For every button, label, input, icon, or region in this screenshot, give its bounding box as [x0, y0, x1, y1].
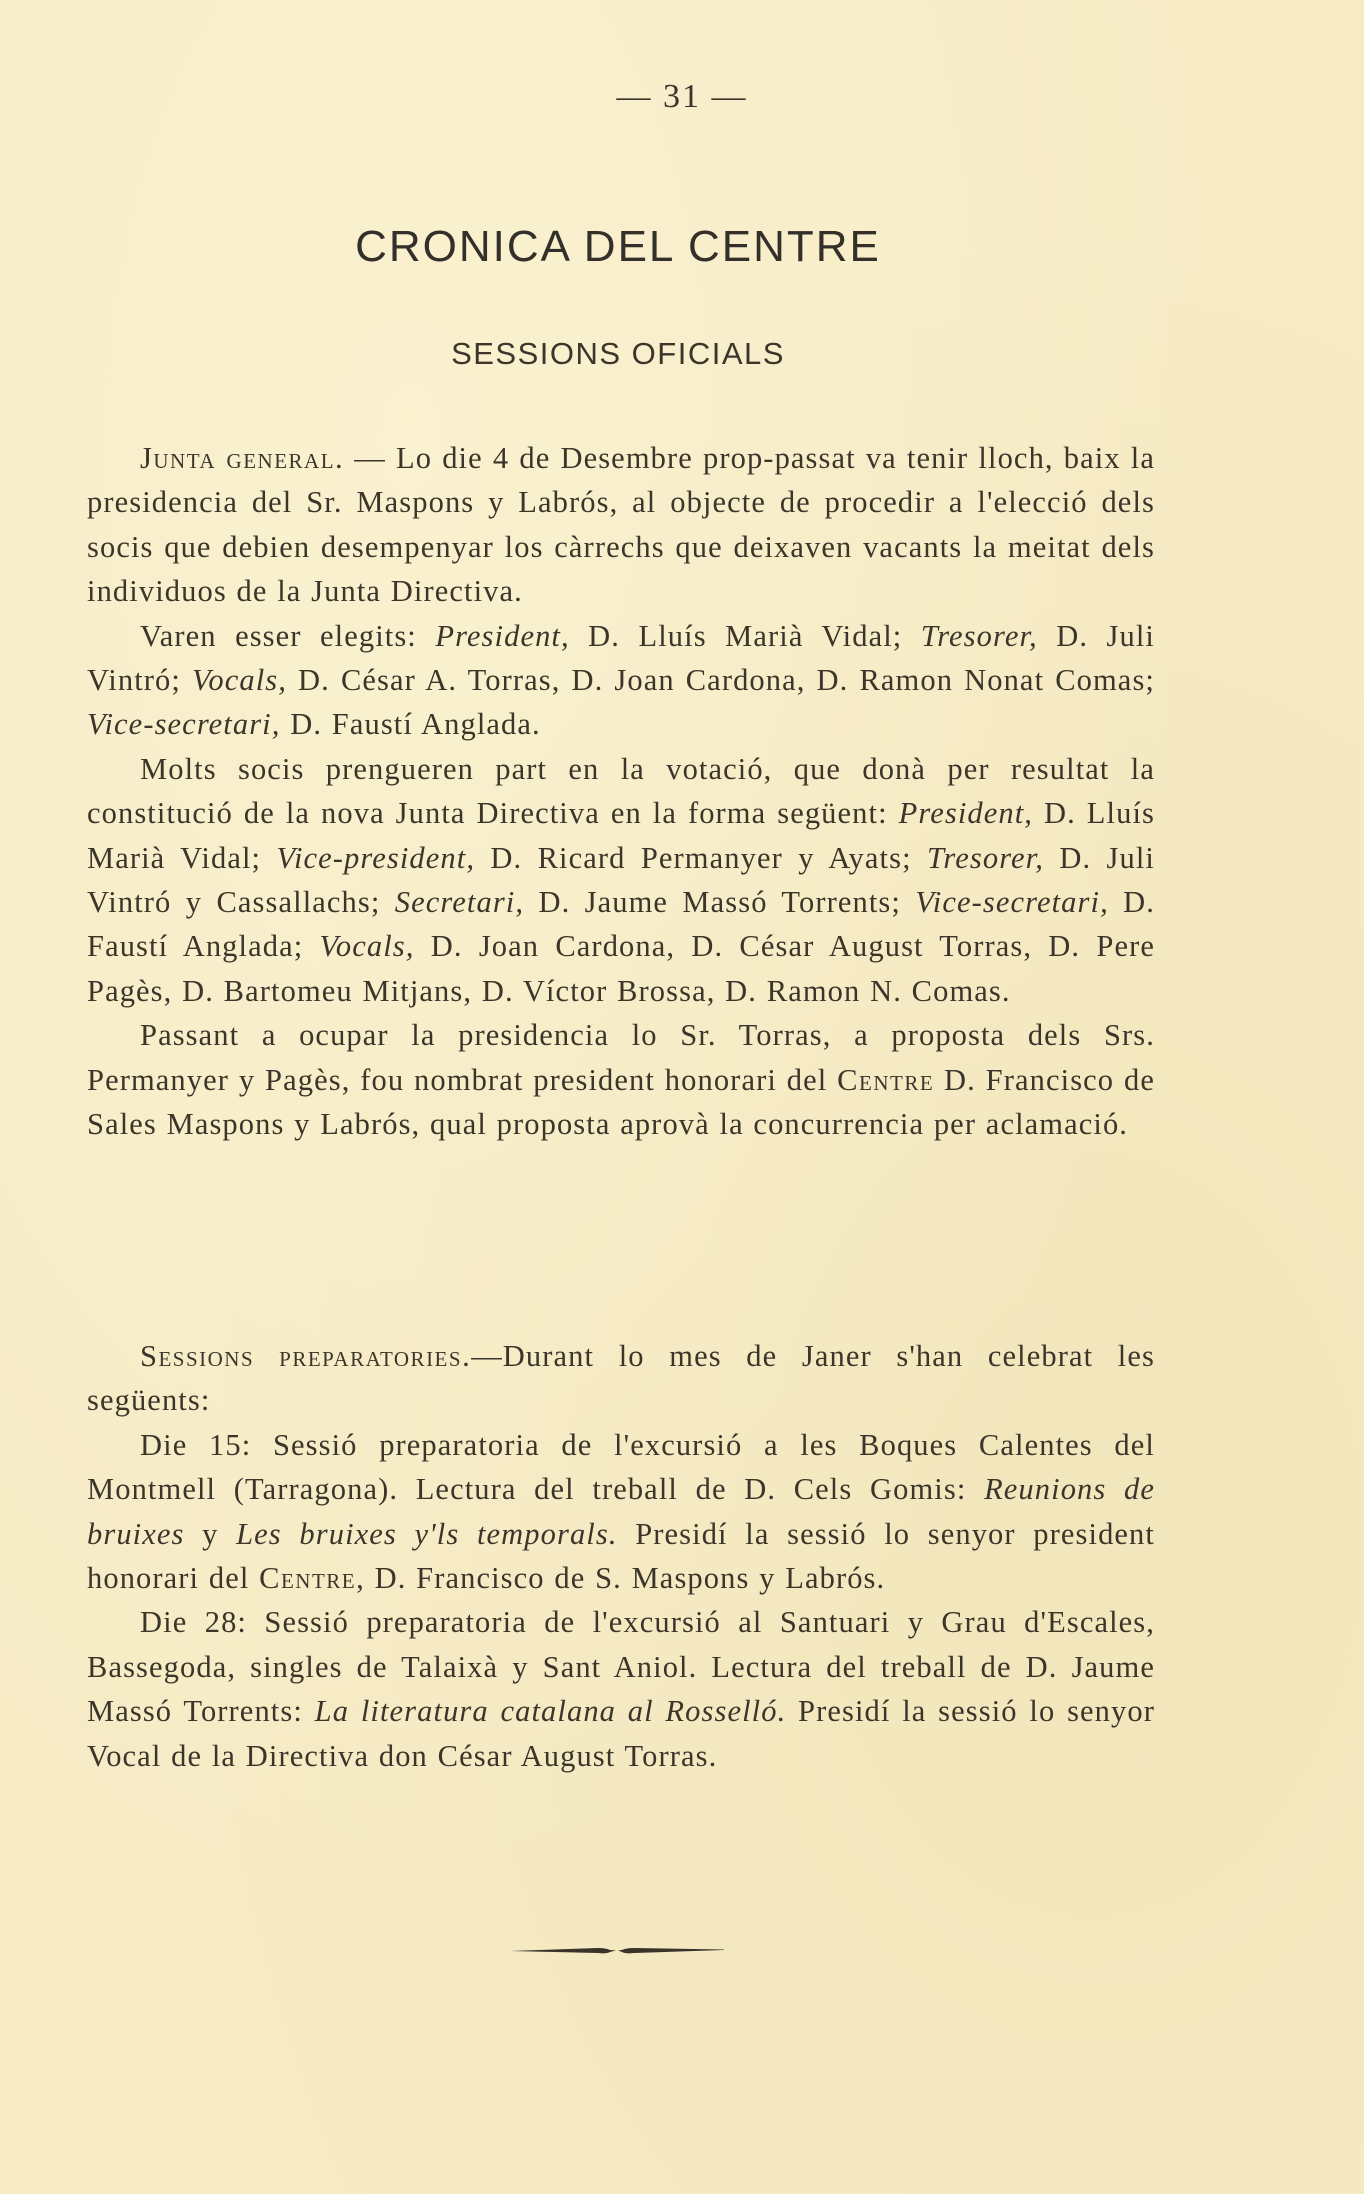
text-run: Varen esser elegits: — [140, 618, 436, 653]
text-run: D. Juli Vintró y Cassallachs; — [87, 840, 1155, 920]
text-run: , D. Francisco de S. Maspons y Labrós. — [356, 1561, 886, 1596]
small-caps-term: Centre — [837, 1062, 935, 1097]
role-label: Tresorer, — [927, 840, 1044, 875]
paragraph — [87, 1013, 1155, 1146]
text-run: D. Faustí Anglada. — [280, 707, 541, 742]
text-run: Presidí la sessió lo senyor Vocal de la Directiva don César August Torras. — [87, 1694, 1155, 1773]
text-run: D. Lluís Marià Vidal; — [87, 796, 1155, 875]
role-label: Vice-secretari, — [87, 707, 281, 742]
paragraph — [87, 747, 1155, 1013]
text-run: D. Faustí Anglada; — [87, 885, 1156, 964]
role-label: Secretari, — [394, 885, 525, 920]
section-subtitle: SESSIONS OFICIALS — [451, 336, 785, 371]
text-run: y — [184, 1516, 237, 1551]
text-run: Molts socis prengueren part en la votació, que donà per resultat la constitució de la nova Junta Directiva en la forma següent: — [87, 751, 1155, 831]
page-number: — 31 — — [616, 78, 748, 115]
role-label: Vice-president, — [276, 840, 476, 875]
sessions-preparatories-section — [87, 1334, 1155, 1778]
text-run: D. Ricard Permanyer y Ayats; — [475, 840, 928, 875]
paragraph — [87, 1600, 1155, 1778]
ornament-rule-icon — [510, 1944, 724, 1956]
text-run: D. Francisco de Sales Maspons y Labrós, qual proposta aprovà la concurrencia per aclamació. — [87, 1062, 1155, 1142]
text-run: Die 15: Sessió preparatoria de l'excursió a les Boques Calentes del Montmell (Tarragona). Lectura del treball de D. Cels Gomis: — [87, 1427, 1155, 1507]
section-lead: Sessions preparatories. — [140, 1339, 472, 1373]
role-label: Tresorer, — [920, 618, 1038, 653]
work-title: Les bruixes y'ls temporals. — [236, 1516, 618, 1551]
work-title: Reunions de bruixes — [87, 1472, 1156, 1551]
small-caps-term: Centre — [259, 1561, 357, 1596]
paragraph — [87, 1334, 1155, 1423]
text-run: D. Jaume Massó Torrents; — [524, 885, 916, 920]
role-label: President, — [435, 618, 570, 653]
role-label: Vocals, — [319, 929, 415, 964]
work-title: La literatura catalana al Rosselló. — [314, 1694, 787, 1729]
text-run: — Lo die 4 de Desembre prop-passat va tenir lloch, baix la presidencia del Sr. Maspons y Labrós, al objecte de procedir a l'elecció dels socis que debien desempenyar los càrrechs que deixaven vacants la meitat dels individuos de la Junta Directiva. — [87, 441, 1156, 609]
text-run: D. Joan Cardona, D. César August Torras, D. Pere Pagès, D. Bartomeu Mitjans, D. Víctor Brossa, D. Ramon N. Comas. — [87, 929, 1155, 1008]
text-run: —Durant lo mes de Janer s'han celebrat les següents: — [87, 1339, 1155, 1418]
text-run: Presidí la sessió lo senyor president honorari del — [87, 1516, 1155, 1596]
text-run: D. Juli Vintró; — [87, 618, 1155, 698]
text-run: D. César A. Torras, D. Joan Cardona, D. Ramon Nonat Comas; — [287, 663, 1155, 698]
role-label: Vocals, — [192, 663, 287, 698]
junta-general-section — [87, 436, 1155, 1147]
page-title: CRONICA DEL CENTRE — [355, 222, 881, 271]
role-label: President, — [898, 796, 1034, 831]
text-run: D. Lluís Marià Vidal; — [569, 618, 921, 653]
text-run: Passant a ocupar la presidencia lo Sr. Torras, a proposta dels Srs. Permanyer y Pagès, fou nombrat president honorari del — [87, 1018, 1155, 1097]
paragraph — [87, 1423, 1155, 1601]
paragraph — [87, 614, 1155, 747]
section-lead: Junta general. — [140, 441, 345, 475]
text-run: Die 28: Sessió preparatoria de l'excursió al Santuari y Grau d'Escales, Bassegoda, singles de Talaixà y Sant Aniol. Lectura del treball de D. Jaume Massó Torrents: — [87, 1605, 1155, 1729]
paragraph — [87, 436, 1155, 614]
role-label: Vice-secretari, — [915, 885, 1109, 920]
